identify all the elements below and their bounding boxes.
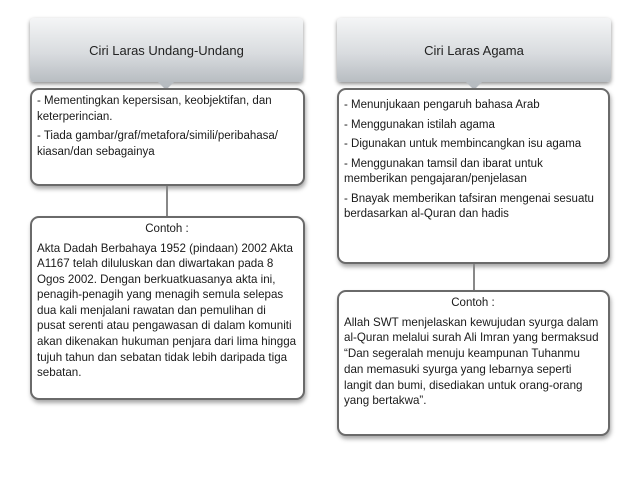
right-header [337, 18, 611, 82]
left-example-title: Contoh : [145, 223, 189, 235]
right-feature-4: - Menggunakan tamsil dan ibarat untuk memberikan pengajaran/penjelasan [344, 157, 543, 185]
right-header-title: Ciri Laras Agama [424, 42, 524, 58]
left-example-text: Akta Dadah Berbahaya 1952 (pindaan) 2002 Akta A1167 telah diluluskan dan diwartakan pada 8 Ogos 2002. Dengan berkuatkuasanya akta ini, penagih-penagih yang menagih semula selepas dua kali menjalani rawatan dan pemulihan di pusat serenti atau pengawasan di dalam komuniti akan dikenakan hukuman penjara dari lima hingga tujuh tahun dan sebatan tidak lebih daripada tiga sebatan. [37, 241, 297, 380]
left-features-box [30, 88, 305, 186]
right-feature-1: - Menunjukaan pengaruh bahasa Arab [344, 99, 540, 111]
right-example-title: Contoh : [451, 297, 495, 309]
left-feature-1: - Mementingkan kepersisan, keobjektifan, dan keterperincian. [37, 95, 272, 123]
left-feature-2: - Tiada gambar/graf/metafora/simili/peribahasa/ kiasan/dan sebagainya [37, 130, 278, 158]
right-feature-5: - Bnayak memberikan tafsiran mengenai sesuatu berdasarkan al-Quran dan hadis [344, 192, 594, 220]
right-connector [473, 264, 475, 290]
right-feature-2: - Menggunakan istilah agama [344, 118, 495, 131]
left-header-title: Ciri Laras Undang-Undang [89, 42, 244, 58]
left-example-box [30, 216, 305, 400]
right-feature-3: - Digunakan untuk membincangkan isu agama [344, 138, 582, 150]
right-example-text: Allah SWT menjelaskan kewujudan syurga dalam al-Quran melalui surah Ali Imran yang bermaksud “Dan segeralah menuju keampunan Tuhanmu dan memasuki syurga yang lebarnya seperti langit dan bumi, disediakan untuk orang-orang yang bertakwa”. [344, 315, 599, 408]
left-connector [166, 186, 168, 216]
right-features-box [337, 88, 610, 264]
right-example-box [337, 290, 610, 436]
left-header [30, 18, 303, 82]
